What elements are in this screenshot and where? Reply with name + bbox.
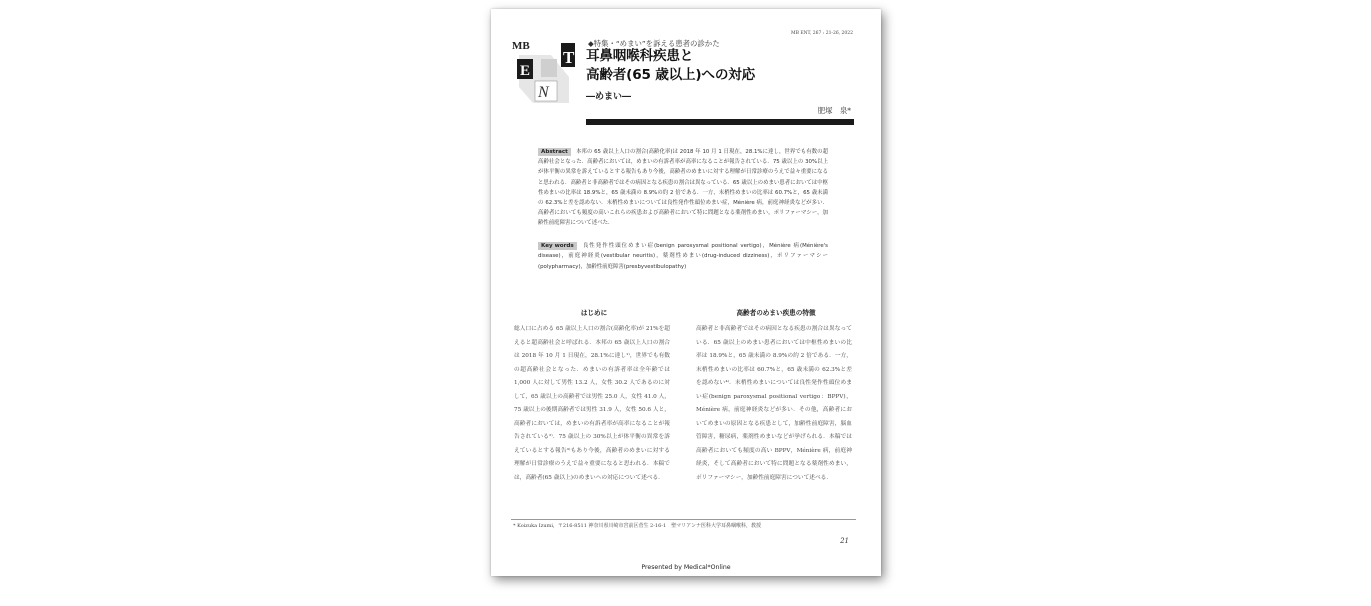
svg-text:MB: MB (512, 40, 530, 52)
section-body-intro: 総人口に占める 65 歳以上人口の割合(高齢化率)が 21%を超えると超高齢社会と呼ばれる．本邦の 65 歳以上人口の割合は 2018 年 10 月 1 日現在，28.1%に達し¹⁾，世界でも有数の超高齢社会となった．めまいの有訴者率は全年齢では 1,000 人に対して男性 13.2 人，女性 30.2 人であるのに対して，65 歳以上の高齢者では男性 25.0 人，女性 41.0 人，75 歳以上の後期高齢者では男性 31.9 人，女性 50.6 人と，高齢者においては，めまいの有訴者率が高率になることが報告されている²⁾．75 歳以上の 30%以上が体平衡の異常を訴えているとする報告³⁾もあり今後，高齢者のめまいに対する理解が日常診療のうえで益々重要になると思われる．本稿では，高齢者(65 歳以上)のめまいへの対応について述べる． (514, 326, 670, 481)
page-number: 21 (840, 537, 849, 545)
article-subtitle: ―めまい― (586, 92, 632, 102)
title-line-2: 高齢者(65 歳以上)への対応 (586, 67, 756, 83)
keywords-text: 良性発作性頭位めまい症(benign paroxysmal positional vertigo)，Ménière 病(Ménière's disease)，前庭神経炎(vestibular neuritis)，薬剤性めまい(drug-induced dizziness)，ポリファーマシー(polypharmacy)，加齢性前庭障害(presbyvestibulopathy) (538, 243, 828, 270)
journal-reference: MB ENT, 267 : 21-26, 2022 (790, 31, 853, 36)
journal-page (491, 9, 881, 576)
section-body-features: 高齢者と非高齢者ではその病因となる疾患の割合は異なっている．65 歳以上のめまい患者においては中枢性めまいの比率は 18.9%と，65 歳未満の 8.9%の約 2 倍である．一方，末梢性めまいの比率は 60.7%と，65 歳未満の 62.3%と差を認めない⁴⁾．末梢性めまいについては良性発作性頭位めまい症(benign paroxysmal positional vertigo：BPPV)，Ménière 病，前庭神経炎などが多い．その他，高齢者においてめまいの原因となる疾患として，加齢性前庭障害，脳血管障害，糖尿病，薬剤性めまいなどが挙げられる．本稿では高齢者においても頻度の高い BPPV，Ménière 病，前庭神経炎，そして高齢者において特に問題となる薬剤性めまい，ポリファーマシー，加齢性前庭障害について述べる． (696, 326, 852, 481)
section-heading-intro: はじめに (580, 309, 608, 317)
section-heading-features: 高齢者のめまい疾患の特徴 (736, 309, 816, 317)
presented-by-text: Presented by Medical*Online (641, 564, 731, 571)
author-footnote: * Koizuka Izumi，〒216-8511 神奈川県川崎市宮前区菅生 2-16-1 聖マリアンナ医科大学耳鼻咽喉科，教授 (513, 523, 761, 529)
svg-text:N: N (538, 84, 549, 101)
svg-text:E: E (520, 63, 531, 79)
abstract-label: Abstract (538, 148, 571, 156)
keywords-label: Key words (538, 242, 577, 250)
article-title (586, 47, 755, 85)
title-divider (586, 119, 854, 125)
keywords-block (538, 241, 828, 272)
author-name: 肥塚 泉* (817, 106, 851, 115)
abstract-text: 本邦の 65 歳以上人口の割合(高齢化率)は 2018 年 10 月 1 日現在，28.1%に達し，世界でも有数の超高齢社会となった．高齢者においては，めまいの有訴者率が高率になることが報告されている．75 歳以上の 30%以上が体平衡の異常を訴えているとする報告もあり今後，高齢者のめまいに対する理解が日常診療のうえで益々重要になると思われる．高齢者と非高齢者ではその病因となる疾患の割合は異なっている．65 歳以上のめまい患者においては中枢性めまいの比率は 18.9%と，65 歳未満の 8.9%の約 2 倍である．一方，末梢性めまいの比率は 60.7%と，65 歳未満の 62.3%と差を認めない．末梢性めまいについては良性発作性頭位めまい症，Ménière 病，前庭神経炎などが多い．高齢者においても頻度の高いこれらの疾患および高齢者において特に問題となる薬剤性めまい，ポリファーマシー，加齢性前庭障害について述べた． (538, 149, 828, 227)
title-line-1: 耳鼻咽喉科疾患と (586, 48, 694, 64)
mb-ent-logo (511, 37, 579, 105)
feature-label: ◆特集・“めまい”を訴える患者の診かた (588, 39, 720, 48)
svg-text:T: T (563, 48, 575, 67)
footnote-divider (511, 519, 856, 520)
abstract-block (538, 147, 828, 229)
